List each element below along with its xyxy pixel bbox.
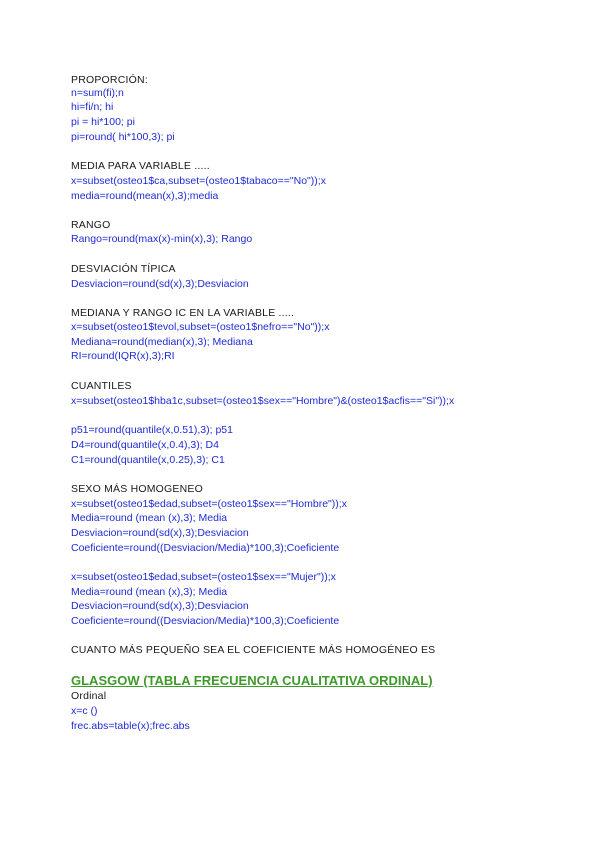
code-line: x=subset(osteo1$hba1c,subset=(osteo1$sex=="Hombre")&(osteo1$acfis=="Si"));x xyxy=(71,395,455,407)
code-line: x=c () xyxy=(71,705,98,717)
code-line: x=subset(osteo1$ca,subset=(osteo1$tabaco=="No"));x xyxy=(71,175,326,187)
code-line: D4=round(quantile(x,0.4),3); D4 xyxy=(71,439,219,451)
subtitle-ordinal: Ordinal xyxy=(71,690,107,702)
code-line: Media=round (mean (x),3); Media xyxy=(71,586,228,598)
heading-media: MEDIA PARA VARIABLE ..... xyxy=(71,160,210,172)
heading-mediana: MEDIANA Y RANGO IC EN LA VARIABLE ..... xyxy=(71,307,295,319)
heading-rango: RANGO xyxy=(71,219,111,231)
code-line: x=subset(osteo1$edad,subset=(osteo1$sex=="Hombre"));x xyxy=(71,498,347,510)
heading-sexo: SEXO MÁS HOMOGENEO xyxy=(71,483,203,495)
code-line: Desviacion=round(sd(x),3);Desviacion xyxy=(71,600,249,612)
code-line: Rango=round(max(x)-min(x),3); Rango xyxy=(71,233,253,245)
heading-proporcion: PROPORCIÓN: xyxy=(71,74,148,86)
code-line: Media=round (mean (x),3); Media xyxy=(71,512,228,524)
code-line: pi=round( hi*100,3); pi xyxy=(71,131,175,143)
code-line: Coeficiente=round((Desviacion/Media)*100,3);Coeficiente xyxy=(71,615,340,627)
heading-cuantiles: CUANTILES xyxy=(71,380,132,392)
code-line: p51=round(quantile(x,0.51),3); p51 xyxy=(71,424,233,436)
glasgow-heading: GLASGOW (TABLA FRECUENCIA CUALITATIVA ORDINAL) xyxy=(71,673,433,688)
code-line: pi = hi*100; pi xyxy=(71,116,135,128)
code-line: x=subset(osteo1$edad,subset=(osteo1$sex=="Mujer"));x xyxy=(71,571,336,583)
heading-desviacion: DESVIACIÓN TÍPICA xyxy=(71,263,176,275)
code-line: RI=round(IQR(x),3);RI xyxy=(71,350,175,362)
code-line: hi=fi/n; hi xyxy=(71,101,114,113)
code-line: frec.abs=table(x);frec.abs xyxy=(71,720,190,732)
code-line: x=subset(osteo1$tevol,subset=(osteo1$nefro=="No"));x xyxy=(71,321,330,333)
code-line: Mediana=round(median(x),3); Mediana xyxy=(71,336,253,348)
code-line: Desviacion=round(sd(x),3);Desviacion xyxy=(71,278,249,290)
code-line: C1=round(quantile(x,0.25),3); C1 xyxy=(71,454,225,466)
code-line: n=sum(fi);n xyxy=(71,87,124,99)
conclusion-text: CUANTO MÁS PEQUEÑO SEA EL COEFICIENTE MÁS HOMOGÉNEO ES xyxy=(71,644,436,656)
code-line: Coeficiente=round((Desviacion/Media)*100,3);Coeficiente xyxy=(71,542,340,554)
code-line: media=round(mean(x),3);media xyxy=(71,190,219,202)
code-line: Desviacion=round(sd(x),3);Desviacion xyxy=(71,527,249,539)
